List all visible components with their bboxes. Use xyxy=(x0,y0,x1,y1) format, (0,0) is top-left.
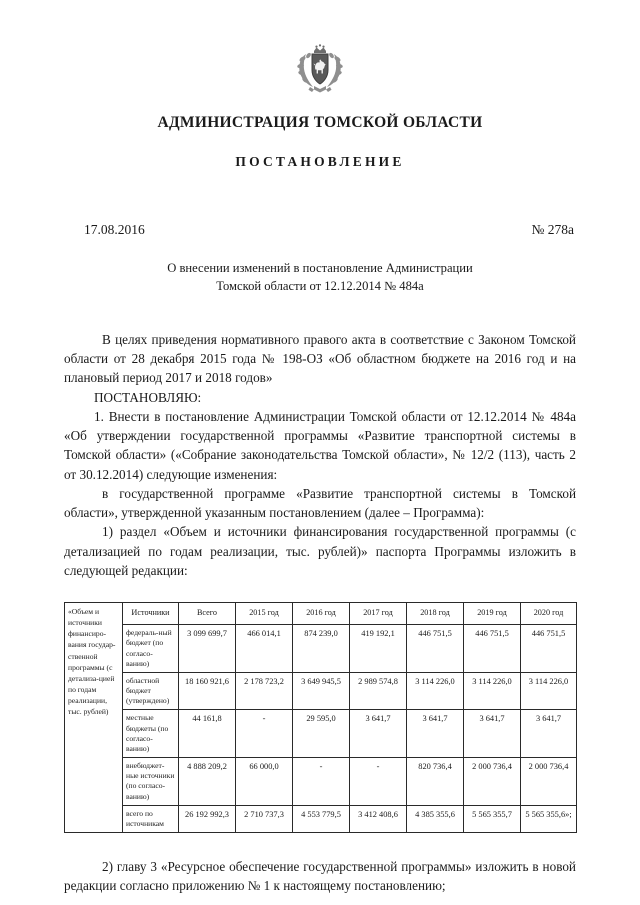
emblem-container xyxy=(64,0,576,98)
body-paragraph-2: 1. Внести в постановление Администрации Томской области от 12.12.2014 № 484а «Об утверждении государственной программы «Развитие транспортной системы в Томской области» («Собрание законодательства Томской области», № 12/2 (113), часть 2 от 30.12.2014) следующие изменения: xyxy=(64,408,576,482)
table-row xyxy=(65,710,577,758)
decree-keyword: ПОСТАНОВЛЯЮ: xyxy=(94,389,202,405)
cell-regional-total: 18 160 921,6 xyxy=(179,672,236,710)
subject-line-1: О внесении изменений в постановление Администрации xyxy=(167,261,473,275)
document-meta-row xyxy=(64,222,576,238)
cell-regional-2017: 2 989 574,8 xyxy=(350,672,407,710)
row-label-local-budgets: местные бюджеты (по согласо-ванию) xyxy=(123,710,179,758)
cell-federal-2018: 446 751,5 xyxy=(407,625,464,673)
table-column-header-sources: Источники xyxy=(123,603,179,625)
cell-extrabudgetary-2016: - xyxy=(293,758,350,806)
table-first-column-label: «Объем и источники финансиро-вания государ-ственной программы (с детализа-цией по годам реализации, тыс. рублей) xyxy=(65,603,123,833)
cell-extrabudgetary-total: 4 888 209,2 xyxy=(179,758,236,806)
organization-title: АДМИНИСТРАЦИЯ ТОМСКОЙ ОБЛАСТИ xyxy=(157,114,483,131)
document-body xyxy=(64,330,576,580)
cell-local-2016: 29 595,0 xyxy=(293,710,350,758)
table-row xyxy=(65,805,577,832)
cell-local-2015: - xyxy=(236,710,293,758)
cell-regional-2019: 3 114 226,0 xyxy=(464,672,521,710)
document-number: № 278а xyxy=(531,222,574,237)
document-content xyxy=(64,0,576,896)
table-column-header-2020: 2020 год xyxy=(521,603,577,625)
cell-federal-total: 3 099 699,7 xyxy=(179,625,236,673)
cell-local-2019: 3 641,7 xyxy=(464,710,521,758)
cell-total-2020: 5 565 355,6»; xyxy=(521,805,577,832)
cell-total-2016: 4 553 779,5 xyxy=(293,805,350,832)
cell-total-2017: 3 412 408,6 xyxy=(350,805,407,832)
cell-federal-2019: 446 751,5 xyxy=(464,625,521,673)
table-column-header-2015: 2015 год xyxy=(236,603,293,625)
document-subject xyxy=(64,260,576,296)
cell-total-2019: 5 565 355,7 xyxy=(464,805,521,832)
table-column-header-total: Всего xyxy=(179,603,236,625)
cell-regional-2016: 3 649 945,5 xyxy=(293,672,350,710)
document-footer xyxy=(64,857,576,896)
cell-extrabudgetary-2017: - xyxy=(350,758,407,806)
cell-federal-2017: 419 192,1 xyxy=(350,625,407,673)
table-header-row xyxy=(65,603,577,625)
cell-total-2018: 4 385 355,6 xyxy=(407,805,464,832)
cell-total-total: 26 192 992,3 xyxy=(179,805,236,832)
body-paragraph-3: в государственной программе «Развитие транспортной системы в Томской области», утвержденной указанным постановлением (далее – Программа): xyxy=(64,485,576,521)
body-paragraph-1: В целях приведения нормативного правого акта в соответствие с Законом Томской области от 28 декабря 2015 года № 198-ОЗ «Об областном бюджете на 2016 год и на плановый период 2017 и 2018 годов» xyxy=(64,331,576,386)
row-label-total-sources: всего по источникам xyxy=(123,805,179,832)
cell-regional-2020: 3 114 226,0 xyxy=(521,672,577,710)
cell-federal-2020: 446 751,5 xyxy=(521,625,577,673)
financing-table xyxy=(64,602,577,833)
table-column-header-2018: 2018 год xyxy=(407,603,464,625)
body-paragraph-5: 2) главу 3 «Ресурсное обеспечение государственной программы» изложить в новой редакции согласно приложению № 1 к настоящему постановлению; xyxy=(64,859,576,894)
cell-extrabudgetary-2020: 2 000 736,4 xyxy=(521,758,577,806)
tomsk-oblast-coat-of-arms-icon xyxy=(292,42,348,98)
cell-federal-2015: 466 014,1 xyxy=(236,625,293,673)
table-row xyxy=(65,625,577,673)
row-label-federal-budget: федераль-ный бюджет (по согласо-ванию) xyxy=(123,625,179,673)
financing-table-container xyxy=(64,602,576,833)
cell-extrabudgetary-2019: 2 000 736,4 xyxy=(464,758,521,806)
row-label-regional-budget: областной бюджет (утверждено) xyxy=(123,672,179,710)
cell-local-total: 44 161,8 xyxy=(179,710,236,758)
body-paragraph-4: 1) раздел «Объем и источники финансирования государственной программы (с детализацией по годам реализации, тыс. рублей)» паспорта Программы изложить в следующей редакции: xyxy=(64,524,576,578)
cell-regional-2018: 3 114 226,0 xyxy=(407,672,464,710)
table-column-header-2017: 2017 год xyxy=(350,603,407,625)
row-label-extrabudgetary: внебюджет-ные источники (по согласо-ванию) xyxy=(123,758,179,806)
cell-local-2020: 3 641,7 xyxy=(521,710,577,758)
table-row xyxy=(65,758,577,806)
table-column-header-2016: 2016 год xyxy=(293,603,350,625)
cell-extrabudgetary-2018: 820 736,4 xyxy=(407,758,464,806)
document-type-heading: ПОСТАНОВЛЕНИЕ xyxy=(235,154,405,169)
cell-local-2017: 3 641,7 xyxy=(350,710,407,758)
cell-local-2018: 3 641,7 xyxy=(407,710,464,758)
cell-federal-2016: 874 239,0 xyxy=(293,625,350,673)
subject-line-2: Томской области от 12.12.2014 № 484а xyxy=(216,278,424,293)
table-row xyxy=(65,672,577,710)
cell-extrabudgetary-2015: 66 000,0 xyxy=(236,758,293,806)
document-date: 17.08.2016 xyxy=(84,222,145,237)
cell-regional-2015: 2 178 723,2 xyxy=(236,672,293,710)
table-column-header-2019: 2019 год xyxy=(464,603,521,625)
cell-total-2015: 2 710 737,3 xyxy=(236,805,293,832)
